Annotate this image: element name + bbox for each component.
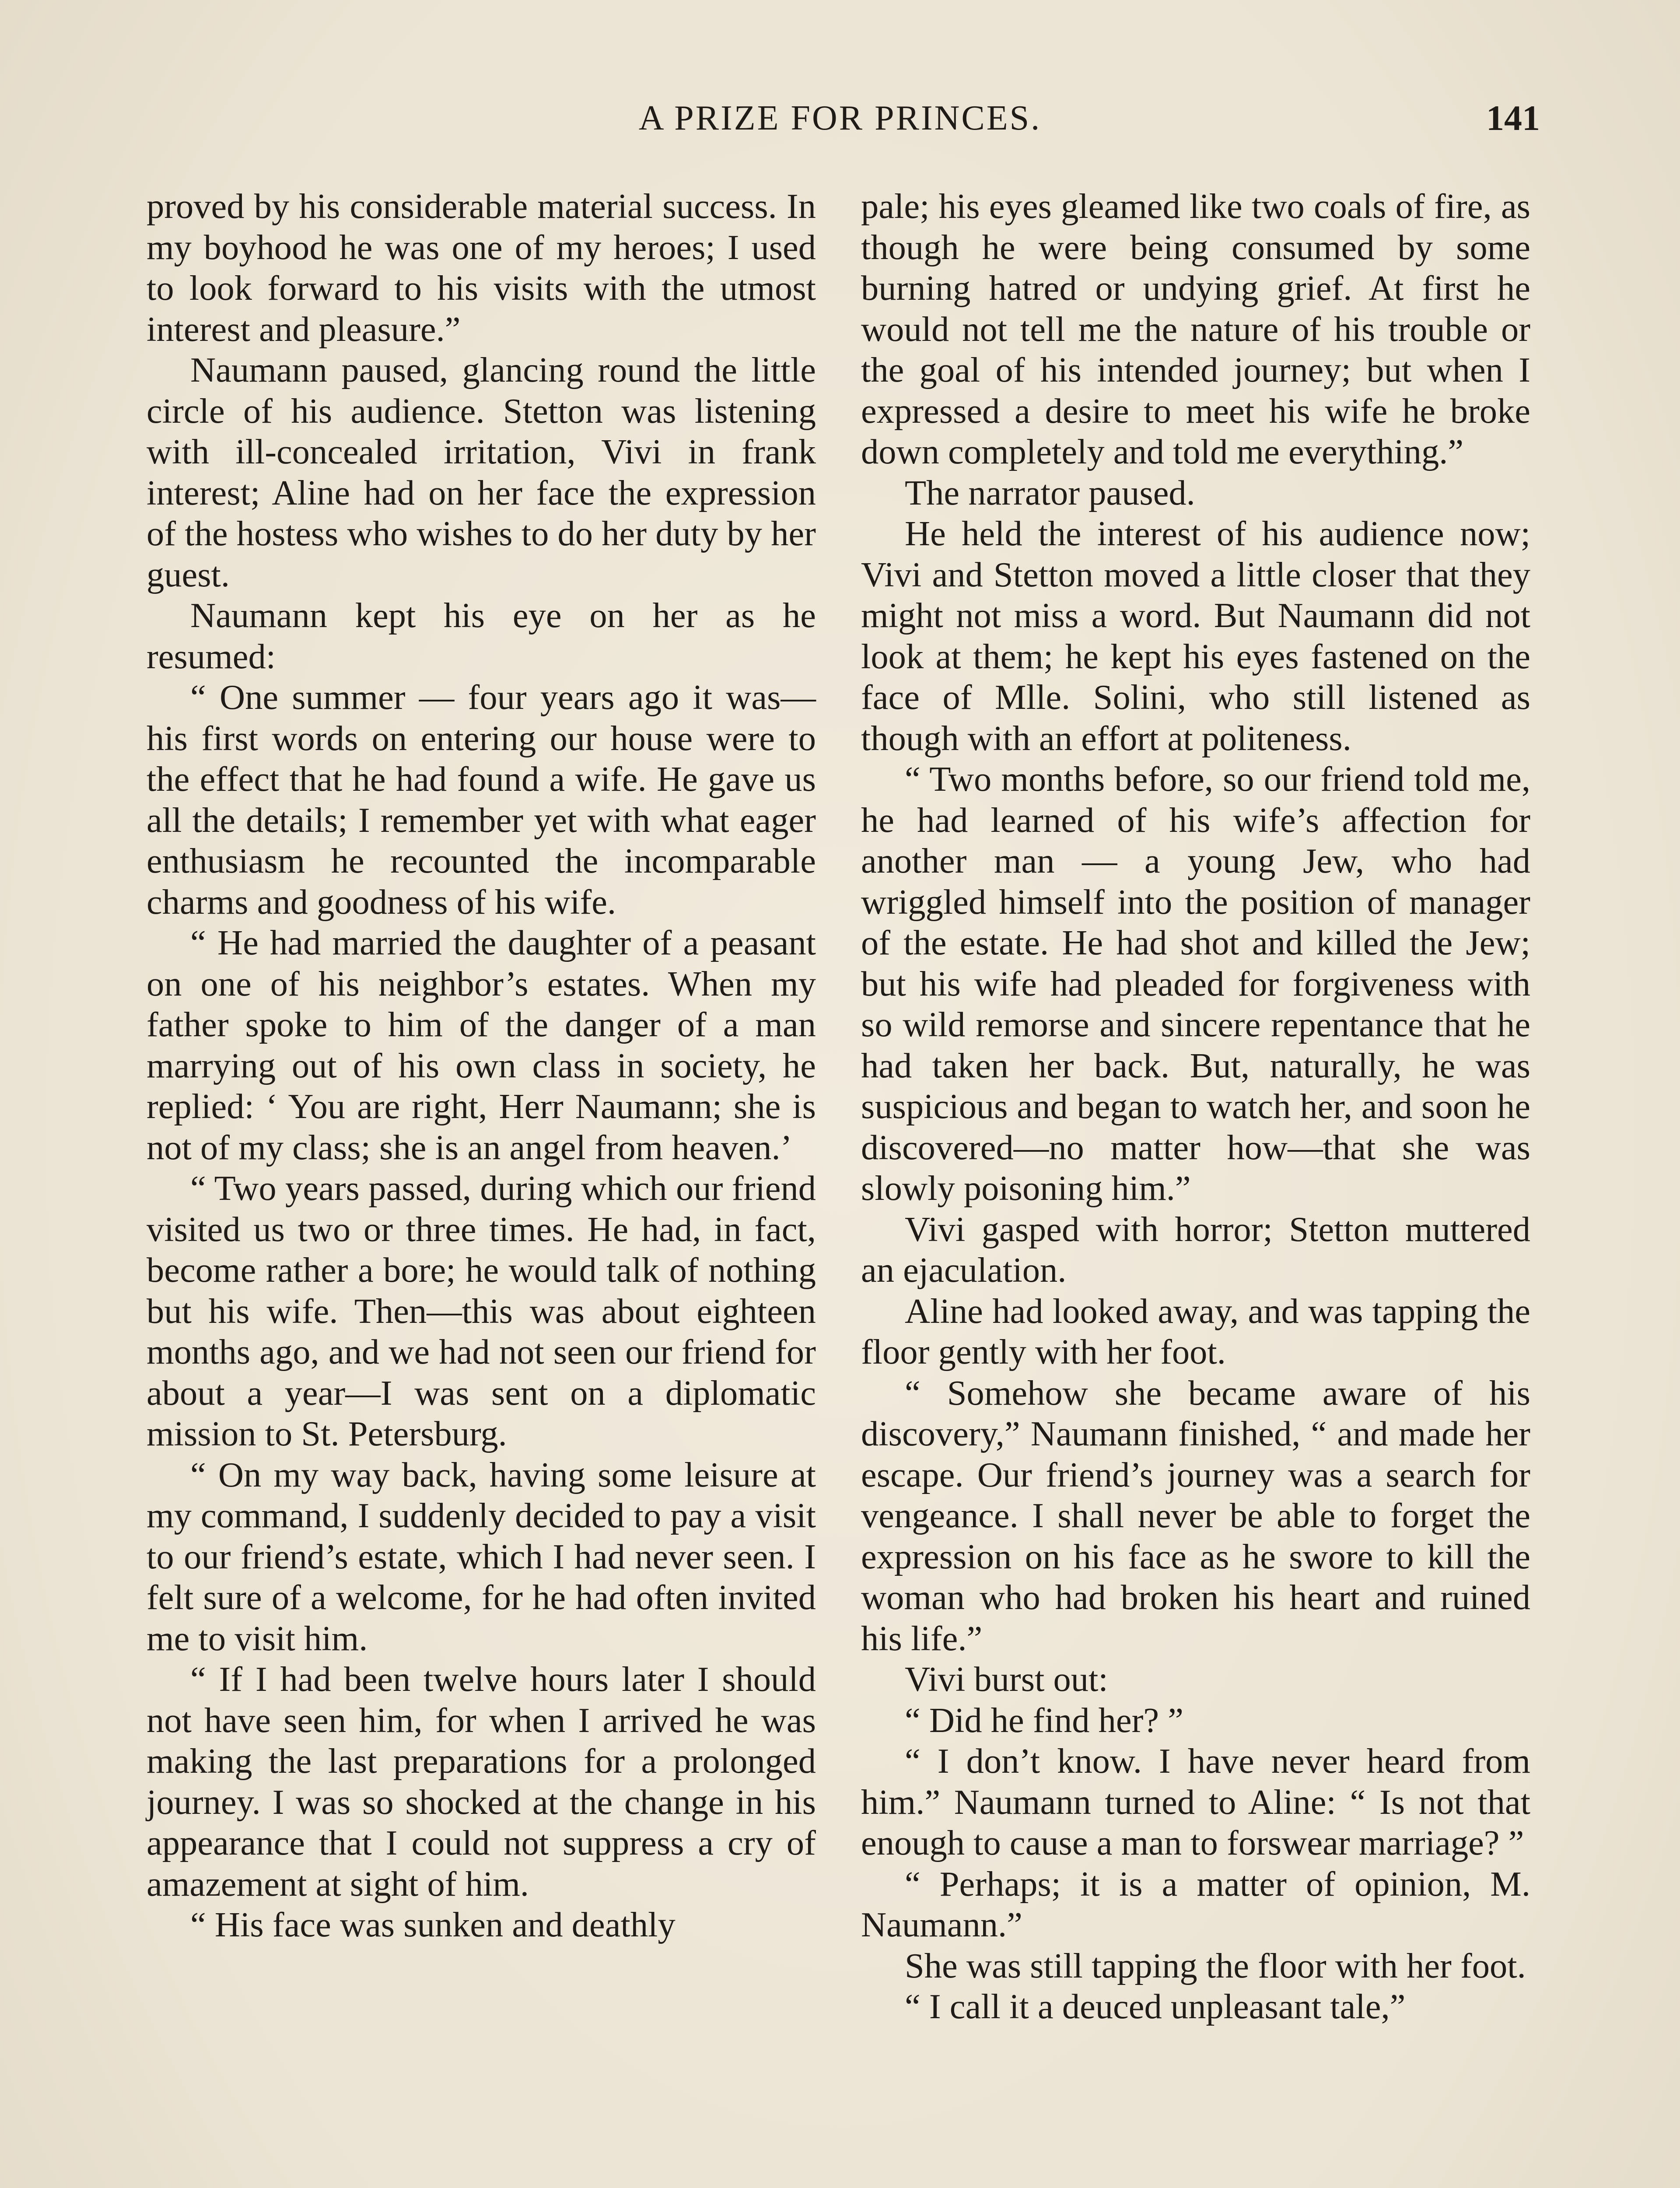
paragraph: “ I don’t know. I have never heard from him.” Naumann turned to Aline: “ Is not that enough to cause a man to forswear marriage? ” bbox=[861, 1742, 1530, 1862]
paragraph: “ On my way back, having some leisure at my command, I suddenly decided to pay a visit to our friend’s estate, which I had never seen. I felt sure of a welcome, for he had often invited me to visit him. bbox=[147, 1455, 816, 1658]
paragraph: The narrator paused. bbox=[905, 473, 1195, 512]
paragraph: proved by his considerable material success. In my boyhood he was one of my heroes; I used to look forward to his visits with the utmost interest and pleasure.” bbox=[147, 187, 816, 349]
paragraph: He held the interest of his audience now; Vivi and Stetton moved a little closer that they might not miss a word. But Naumann did not look at them; he kept his eyes fastened on the face of Mlle. Solini, who still listened as though with an effort at politeness. bbox=[861, 514, 1530, 758]
paragraph: Naumann paused, glancing round the little circle of his audience. Stetton was listening with ill-concealed irritation, Vivi in frank interest; Aline had on her face the expression of the hostess who wishes to do her duty by her guest. bbox=[147, 351, 816, 594]
paragraph: pale; his eyes gleamed like two coals of fire, as though he were being consumed by some burning hatred or undying grief. At first he would not tell me the nature of his trouble or the goal of his intended journey; but when I expressed a desire to meet his wife he broke down completely and told me everything.” bbox=[861, 187, 1530, 471]
paragraph: Vivi gasped with horror; Stetton muttered an ejaculation. bbox=[861, 1210, 1530, 1290]
paragraph: Aline had looked away, and was tapping the floor gently with her foot. bbox=[861, 1291, 1530, 1371]
paragraph: “ One summer — four years ago it was—his first words on entering our house were to the effect that he had found a wife. He gave us all the details; I remember yet with what eager enthusiasm he recounted the incomparable charms and goodness of his wife. bbox=[147, 678, 816, 922]
paragraph: “ I call it a deuced unpleasant tale,” bbox=[905, 1987, 1406, 2026]
paragraph: “ Two years passed, during which our friend visited us two or three times. He had, in fact, become rather a bore; he would talk of nothing but his wife. Then—this was about eighteen months ago, and we had not seen our friend for about a year—I was sent on a diplomatic mission to St. Petersburg. bbox=[147, 1169, 816, 1453]
page-header bbox=[140, 94, 1540, 142]
paragraph: “ Did he find her? ” bbox=[905, 1701, 1184, 1740]
left-column bbox=[147, 186, 816, 1946]
paragraph: Naumann kept his eye on her as he resumed: bbox=[147, 596, 816, 676]
paragraph: She was still tapping the floor with her foot. bbox=[905, 1946, 1526, 1985]
paragraph: “ Perhaps; it is a matter of opinion, M. Naumann.” bbox=[861, 1864, 1530, 1944]
running-title: A PRIZE FOR PRINCES. bbox=[638, 99, 1042, 137]
paragraph: “ Somehow she became aware of his discovery,” Naumann finished, “ and made her escape. Our friend’s journey was a search for vengeance. I shall never be able to forget the expression on his face as he swore to kill the woman who had broken his heart and ruined his life.” bbox=[861, 1373, 1530, 1658]
paragraph: “ If I had been twelve hours later I should not have seen him, for when I arrived he was making the last preparations for a prolonged journey. I was so shocked at the change in his appearance that I could not suppress a cry of amazement at sight of him. bbox=[147, 1660, 816, 1904]
right-column bbox=[861, 186, 1530, 2027]
paragraph: “ Two months before, so our friend told me, he had learned of his wife’s affection for another man — a young Jew, who had wriggled himself into the position of manager of the estate. He had shot and killed the Jew; but his wife had pleaded for forgiveness with so wild remorse and sincere repentance that he had taken her back. But, naturally, he was suspicious and began to watch her, and soon he discovered—no matter how—that she was slowly poisoning him.” bbox=[861, 760, 1530, 1208]
paragraph: Vivi burst out: bbox=[905, 1660, 1108, 1699]
paragraph: “ His face was sunken and deathly bbox=[190, 1905, 676, 1944]
page-number: 141 bbox=[1486, 98, 1540, 138]
paragraph: “ He had married the daughter of a peasant on one of his neighbor’s estates. When my father spoke to him of the danger of a man marrying out of his own class in society, he replied: ‘ You are right, Herr Naumann; she is not of my class; she is an angel from heaven.’ bbox=[147, 923, 816, 1167]
